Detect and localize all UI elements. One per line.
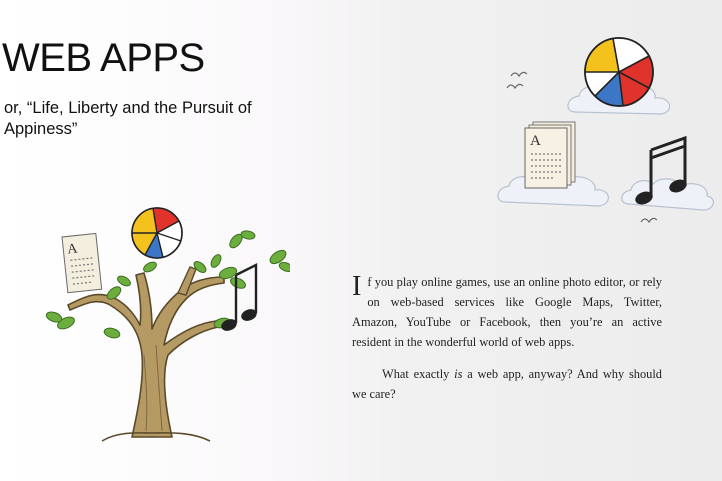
pie-ball-icon (585, 38, 653, 106)
paragraph-1-text: f you play online games, use an online photo editor, or rely on web-based services like Google Maps, Twitter, Amazon, YouTube or Facebook, then you’re an active resident in the wonderful world of web apps. (352, 275, 662, 349)
document-stack-icon (525, 122, 575, 188)
paragraph-2-before: What exactly (382, 367, 455, 381)
body-paragraph-2 (352, 364, 662, 404)
paragraph-2-emphasis: is (454, 367, 463, 381)
tree-trunk (68, 267, 224, 441)
tree-illustration (40, 205, 290, 445)
document-letter: A (66, 241, 79, 258)
page-subtitle: or, “Life, Liberty and the Pursuit of Appiness” (4, 99, 252, 138)
document-icon (62, 233, 102, 292)
pie-ball-icon (132, 208, 182, 258)
body-paragraph-1 (352, 272, 662, 352)
body-text (352, 272, 662, 404)
clouds-illustration (495, 30, 717, 230)
drop-cap: I (352, 271, 362, 302)
page-title: WEB APPS (2, 36, 205, 80)
document-letter: A (530, 133, 541, 149)
cloud-right (622, 179, 714, 210)
paragraph-2-after: a web app, anyway? And why should we care? (352, 367, 662, 401)
